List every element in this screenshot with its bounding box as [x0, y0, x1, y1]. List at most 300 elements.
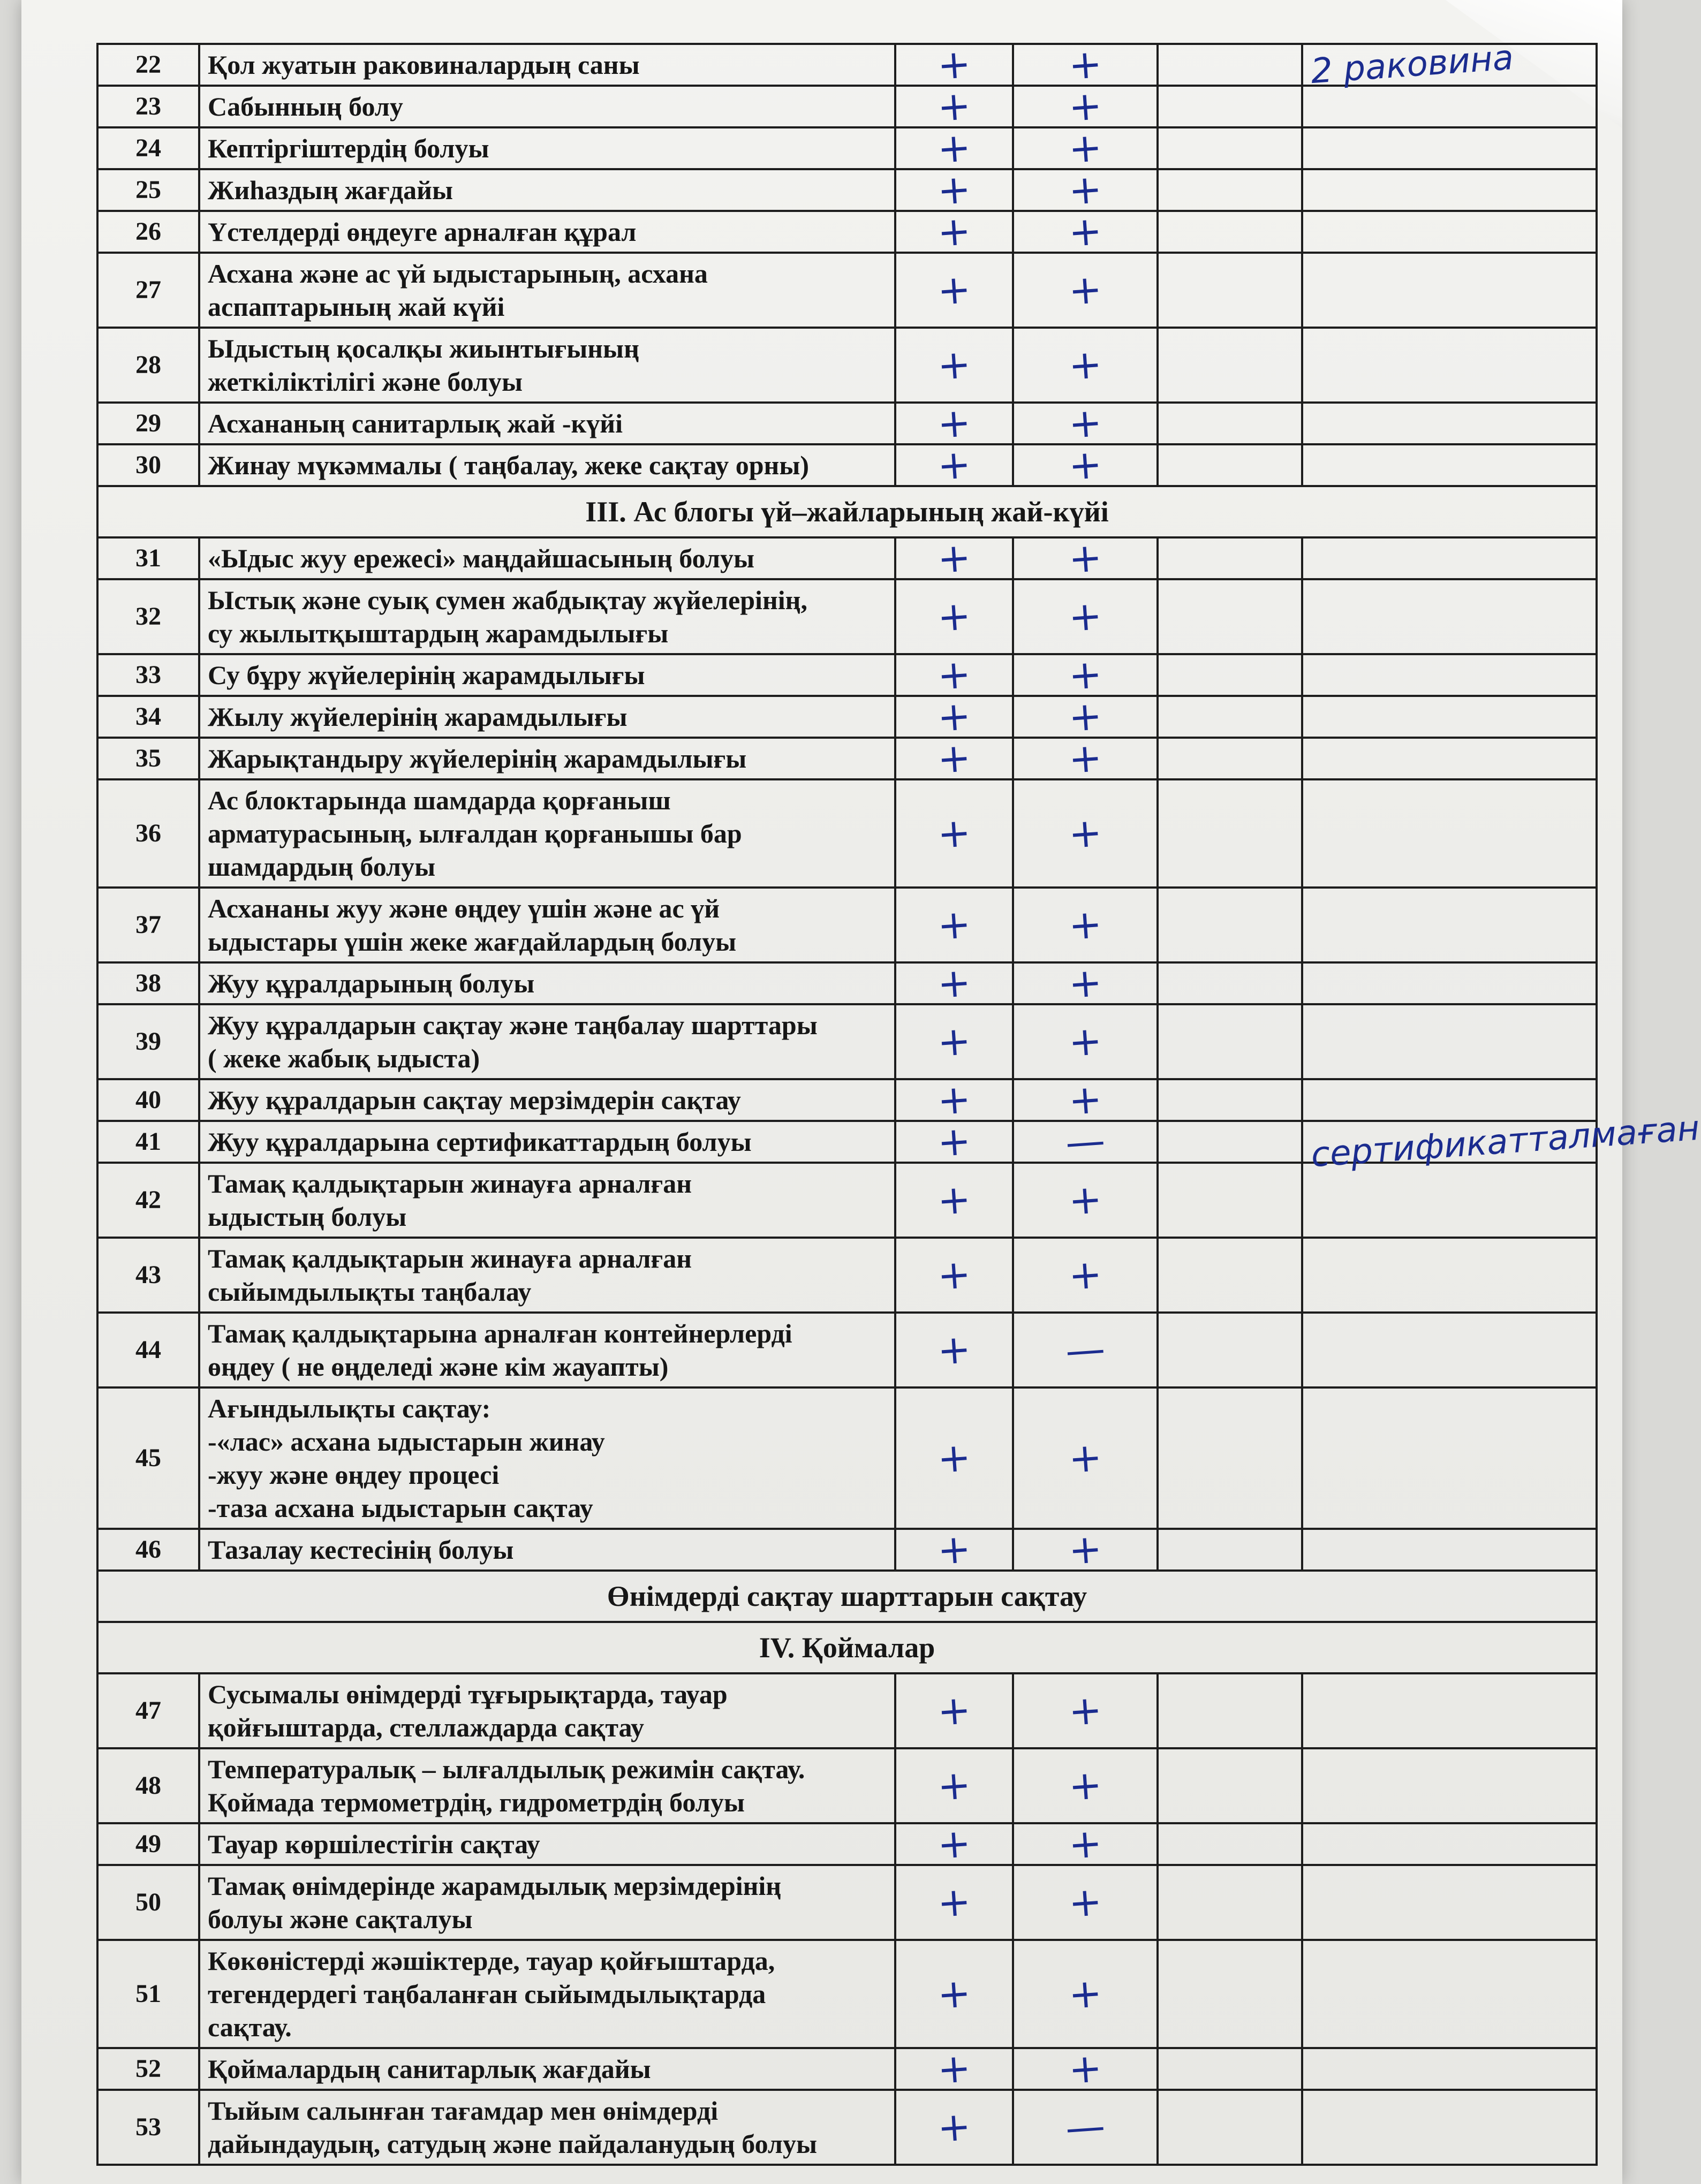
- table-row: [97, 962, 1597, 1004]
- row-number: 32: [97, 579, 199, 654]
- row-number: 30: [97, 444, 199, 486]
- mark-cell-2: [1013, 1673, 1158, 1748]
- handwritten-mark: +: [936, 2044, 972, 2094]
- handwritten-mark: —: [1064, 1325, 1107, 1375]
- handwritten-note: [1302, 696, 1597, 738]
- row-criterion: [199, 654, 895, 696]
- row-criterion: [199, 1004, 895, 1079]
- handwritten-mark: +: [1067, 900, 1103, 950]
- mark-cell-1: [895, 1819, 1013, 1869]
- mark-cell-2: [1013, 1525, 1158, 1574]
- criterion-line: ( жеке жабық ыдыста): [208, 1043, 480, 1073]
- table-row: [97, 169, 1597, 211]
- handwritten-mark: +: [1067, 82, 1103, 131]
- handwritten-mark: +: [1067, 734, 1103, 783]
- criterion-line: Асхана және ас үй ыдыстарының, асхана: [208, 259, 708, 289]
- handwritten-mark: +: [936, 1525, 972, 1574]
- mark-cell-2: [1013, 1387, 1158, 1529]
- row-number: 31: [97, 537, 199, 579]
- row-number: 43: [97, 1238, 199, 1313]
- criterion-line: Жарықтандыру жүйелерінің жарамдылығы: [208, 744, 747, 774]
- mark-cell-2: [1013, 82, 1158, 131]
- row-number: 23: [97, 86, 199, 127]
- rows-group-c: [97, 1673, 1597, 2165]
- row-number: 53: [97, 2090, 199, 2165]
- mark-cell-2: [1013, 1075, 1158, 1125]
- criterion-line: жеткіліктілігі және болуы: [208, 367, 523, 397]
- mark-cell-1: [895, 534, 1013, 583]
- handwritten-mark: +: [1067, 592, 1103, 641]
- handwritten-mark: +: [1067, 1686, 1103, 1735]
- criterion-line: Тазалау кестесінің болуы: [208, 1535, 514, 1565]
- handwritten-note: [1302, 738, 1597, 779]
- rows-group-b: [97, 534, 1701, 1574]
- handwritten-mark: +: [1067, 692, 1103, 741]
- empty-cell: [1158, 1865, 1302, 1940]
- row-number: 27: [97, 253, 199, 328]
- mark-cell-2: [1013, 253, 1158, 328]
- handwritten-mark: +: [936, 82, 972, 131]
- handwritten-mark: +: [1067, 1176, 1103, 1225]
- row-criterion: [199, 1673, 895, 1748]
- handwritten-mark: +: [1067, 534, 1103, 583]
- handwritten-mark: +: [1067, 40, 1103, 89]
- handwritten-mark: +: [1067, 207, 1103, 256]
- handwritten-mark: +: [1067, 399, 1103, 448]
- handwritten-mark: +: [1067, 124, 1103, 173]
- criterion-line: Үстелдерді өңдеуге арналған құрал: [208, 217, 637, 247]
- handwritten-mark: +: [936, 124, 972, 173]
- row-number: 25: [97, 169, 199, 211]
- empty-cell: [1158, 1748, 1302, 1823]
- section-row: [97, 486, 1597, 537]
- criterion-line: Ағындылықты сақтау:: [208, 1393, 491, 1423]
- handwritten-note: [1302, 1079, 1597, 1121]
- table-row: [97, 888, 1597, 962]
- mark-cell-2: [1013, 328, 1158, 403]
- empty-cell: [1158, 253, 1302, 328]
- criterion-line: шамдардың болуы: [208, 852, 436, 882]
- handwritten-note: [1302, 654, 1597, 696]
- table-row: [97, 2090, 1597, 2165]
- row-criterion: [199, 253, 895, 328]
- criterion-line: -таза асхана ыдыстарын сақтау: [208, 1493, 593, 1523]
- empty-cell: [1158, 1940, 1302, 2048]
- criterion-line: Ыстық және суық сумен жабдықтау жүйелерінің,: [208, 585, 807, 615]
- mark-cell-1: [895, 1748, 1013, 1823]
- criterion-line: Тамақ қалдықтарын жинауға арналған: [208, 1169, 692, 1199]
- row-criterion: [199, 1748, 895, 1823]
- row-criterion: [199, 1121, 895, 1163]
- criterion-line: сыйымдылықты таңбалау: [208, 1277, 532, 1307]
- row-criterion: [199, 962, 895, 1004]
- mark-cell-1: [895, 1387, 1013, 1529]
- criterion-line: сақтау.: [208, 2012, 292, 2042]
- checklist-table: [96, 37, 1701, 2166]
- criterion-line: «Ыдыс жуу ережесі» маңдайшасының болуы: [208, 543, 755, 573]
- table-row: [97, 1865, 1597, 1940]
- handwritten-mark: +: [936, 1325, 972, 1375]
- empty-cell: [1158, 328, 1302, 403]
- handwritten-mark: +: [936, 441, 972, 490]
- mark-cell-1: [895, 441, 1013, 490]
- row-criterion: [199, 444, 895, 486]
- criterion-line: су жылытқыштардың жарамдылығы: [208, 618, 669, 648]
- empty-cell: [1158, 1163, 1302, 1238]
- empty-cell: [1158, 1079, 1302, 1121]
- handwritten-mark: +: [936, 165, 972, 215]
- table-row: [97, 1823, 1597, 1865]
- handwritten-mark: +: [936, 692, 972, 741]
- handwritten-mark: +: [1067, 1017, 1103, 1066]
- handwritten-note: [1302, 328, 1597, 403]
- handwritten-note: [1302, 888, 1597, 962]
- empty-cell: [1158, 537, 1302, 579]
- handwritten-mark: +: [936, 534, 972, 583]
- handwritten-note: [1302, 2090, 1597, 2165]
- row-number: 37: [97, 888, 199, 962]
- mark-cell-1: [895, 1238, 1013, 1313]
- handwritten-mark: +: [1067, 1969, 1103, 2019]
- handwritten-mark: +: [1067, 1075, 1103, 1125]
- row-criterion: [199, 211, 895, 253]
- row-number: 33: [97, 654, 199, 696]
- criterion-line: тегендердегі таңбаланған сыйымдылықтарда: [208, 1979, 766, 2009]
- handwritten-mark: +: [936, 340, 972, 390]
- mark-cell-1: [895, 2044, 1013, 2094]
- empty-cell: [1158, 211, 1302, 253]
- row-number: 47: [97, 1673, 199, 1748]
- mark-cell-1: [895, 650, 1013, 700]
- table-row: [97, 1121, 1597, 1163]
- table-row: [97, 44, 1597, 86]
- section-4-heading: IV. Қоймалар: [97, 1622, 1597, 1673]
- mark-cell-1: [895, 82, 1013, 131]
- handwritten-mark: +: [936, 1434, 972, 1483]
- mark-cell-1: [895, 1117, 1013, 1166]
- handwritten-mark: +: [1067, 441, 1103, 490]
- empty-cell: [1158, 403, 1302, 444]
- table-row: [97, 1387, 1597, 1529]
- mark-cell-1: [895, 779, 1013, 888]
- row-criterion: [199, 1163, 895, 1238]
- handwritten-mark: +: [936, 1176, 972, 1225]
- table-row: [97, 654, 1597, 696]
- empty-cell: [1158, 696, 1302, 738]
- row-number: 38: [97, 962, 199, 1004]
- mark-cell-2: [1013, 1117, 1158, 1166]
- handwritten-note: [1302, 1865, 1597, 1940]
- empty-cell: [1158, 127, 1302, 169]
- rows-group-a: [97, 37, 1597, 490]
- handwritten-note: [1302, 1004, 1597, 1079]
- mark-cell-2: [1013, 40, 1158, 89]
- criterion-line: Жуу құралдарының болуы: [208, 968, 535, 998]
- criterion-line: Ас блоктарында шамдарда қорғаныш: [208, 785, 671, 815]
- handwritten-mark: +: [936, 1117, 972, 1166]
- row-number: 28: [97, 328, 199, 403]
- row-number: 46: [97, 1529, 199, 1571]
- criterion-line: ыдыстары үшін жеке жағдайлардың болуы: [208, 927, 737, 957]
- row-criterion: [199, 1238, 895, 1313]
- row-criterion: [199, 537, 895, 579]
- table-row: [97, 211, 1597, 253]
- row-number: 35: [97, 738, 199, 779]
- row-criterion: [199, 328, 895, 403]
- row-number: 34: [97, 696, 199, 738]
- mark-cell-1: [895, 579, 1013, 654]
- row-criterion: [199, 1865, 895, 1940]
- row-criterion: [199, 1313, 895, 1387]
- criterion-line: Ыдыстың қосалқы жиынтығының: [208, 333, 639, 363]
- section-storage-heading: Өнімдерді сақтау шарттарын сақтау: [97, 1571, 1597, 1622]
- mark-cell-1: [895, 888, 1013, 962]
- handwritten-mark: +: [936, 1250, 972, 1300]
- criterion-line: Жиһаздың жағдайы: [208, 175, 453, 205]
- handwritten-note: [1302, 1108, 1701, 1176]
- mark-cell-1: [895, 207, 1013, 256]
- row-criterion: [199, 1529, 895, 1571]
- empty-cell: [1158, 86, 1302, 127]
- mark-cell-1: [895, 165, 1013, 215]
- row-number: 52: [97, 2048, 199, 2090]
- criterion-line: қойғыштарда, стеллаждарда сақтау: [208, 1712, 644, 1742]
- handwritten-mark: +: [936, 1017, 972, 1066]
- handwritten-mark: +: [936, 734, 972, 783]
- criterion-line: дайындаудың, сатудың және пайдаланудың болуы: [208, 2129, 818, 2159]
- row-number: 36: [97, 779, 199, 888]
- handwritten-note: [1302, 444, 1597, 486]
- handwritten-note: [1302, 1940, 1597, 2048]
- row-number: 45: [97, 1387, 199, 1529]
- table-row: [97, 537, 1597, 579]
- paper-sheet: [21, 0, 1701, 2184]
- row-criterion: [199, 169, 895, 211]
- empty-cell: [1158, 962, 1302, 1004]
- handwritten-mark: +: [936, 959, 972, 1008]
- handwritten-mark: +: [1067, 1434, 1103, 1483]
- table-row: [97, 1529, 1597, 1571]
- handwritten-note: [1302, 37, 1597, 92]
- table-row: [97, 579, 1597, 654]
- table-row: [97, 127, 1597, 169]
- note-text: сертификатталмаған: [1310, 1108, 1701, 1176]
- mark-cell-2: [1013, 579, 1158, 654]
- handwritten-mark: +: [1067, 1525, 1103, 1574]
- criterion-line: Көкөністерді жәшіктерде, тауар қойғыштарда,: [208, 1946, 775, 1976]
- handwritten-mark: —: [1064, 2103, 1107, 2152]
- mark-cell-2: [1013, 1819, 1158, 1869]
- handwritten-mark: +: [936, 1969, 972, 2019]
- mark-cell-2: [1013, 2044, 1158, 2094]
- criterion-line: Жылу жүйелерінің жарамдылығы: [208, 702, 628, 732]
- row-number: 40: [97, 1079, 199, 1121]
- handwritten-note: [1302, 127, 1597, 169]
- empty-cell: [1158, 169, 1302, 211]
- section-3-heading: ІІІ. Ас блогы үй–жайларының жай-күйі: [97, 486, 1597, 537]
- criterion-line: -жуу және өңдеу процесі: [208, 1460, 500, 1490]
- mark-cell-2: [1013, 888, 1158, 962]
- mark-cell-2: [1013, 165, 1158, 215]
- table-row: [97, 1313, 1597, 1387]
- mark-cell-2: [1013, 1748, 1158, 1823]
- criterion-line: Тамақ қалдықтарын жинауға арналған: [208, 1243, 692, 1273]
- table-row: [97, 738, 1597, 779]
- row-criterion: [199, 127, 895, 169]
- handwritten-mark: +: [1067, 340, 1103, 390]
- empty-cell: [1158, 1238, 1302, 1313]
- empty-cell: [1158, 1387, 1302, 1529]
- handwritten-note: [1302, 537, 1597, 579]
- handwritten-note: [1302, 1529, 1597, 1571]
- handwritten-mark: +: [936, 207, 972, 256]
- mark-cell-2: [1013, 779, 1158, 888]
- criterion-line: Сусымалы өнімдерді тұғырықтарда, тауар: [208, 1679, 728, 1709]
- handwritten-note: [1302, 1673, 1597, 1748]
- criterion-line: Жинау мүкәммалы ( таңбалау, жеке сақтау орны): [208, 450, 810, 480]
- row-number: 24: [97, 127, 199, 169]
- mark-cell-2: [1013, 1163, 1158, 1238]
- row-criterion: [199, 1940, 895, 2048]
- empty-cell: [1158, 654, 1302, 696]
- mark-cell-1: [895, 692, 1013, 741]
- handwritten-mark: +: [936, 1075, 972, 1125]
- table-row: [97, 1004, 1597, 1079]
- table-row: [97, 1079, 1597, 1121]
- criterion-line: аспаптарының жай күйі: [208, 292, 505, 322]
- empty-cell: [1158, 2048, 1302, 2090]
- mark-cell-2: [1013, 441, 1158, 490]
- table-row: [97, 403, 1597, 444]
- empty-cell: [1158, 1823, 1302, 1865]
- empty-cell: [1158, 779, 1302, 888]
- mark-cell-1: [895, 124, 1013, 173]
- mark-cell-1: [895, 1940, 1013, 2048]
- row-criterion: [199, 44, 895, 86]
- criterion-line: болуы және сақталуы: [208, 1904, 473, 1934]
- handwritten-mark: +: [936, 592, 972, 641]
- handwritten-mark: +: [936, 809, 972, 858]
- checklist-sheet: [96, 37, 1701, 2166]
- handwritten-mark: +: [936, 266, 972, 315]
- table-row: [97, 1748, 1597, 1823]
- criterion-line: Қоймада термометрдің, гидрометрдің болуы: [208, 1787, 745, 1817]
- mark-cell-1: [895, 1004, 1013, 1079]
- empty-cell: [1158, 1121, 1302, 1163]
- handwritten-note: [1302, 579, 1597, 654]
- mark-cell-1: [895, 1525, 1013, 1574]
- handwritten-mark: +: [1067, 266, 1103, 315]
- handwritten-mark: +: [936, 1686, 972, 1735]
- row-number: 26: [97, 211, 199, 253]
- mark-cell-1: [895, 40, 1013, 89]
- handwritten-mark: +: [936, 399, 972, 448]
- handwritten-mark: +: [936, 1761, 972, 1810]
- row-number: 50: [97, 1865, 199, 1940]
- table-row: [97, 253, 1597, 328]
- row-number: 44: [97, 1313, 199, 1387]
- row-number: 51: [97, 1940, 199, 2048]
- handwritten-mark: +: [936, 40, 972, 89]
- empty-cell: [1158, 1673, 1302, 1748]
- handwritten-mark: +: [1067, 959, 1103, 1008]
- section-storage-group: [97, 1571, 1597, 1673]
- row-criterion: [199, 86, 895, 127]
- empty-cell: [1158, 44, 1302, 86]
- criterion-line: ыдыстың болуы: [208, 1202, 407, 1232]
- row-criterion: [199, 1823, 895, 1865]
- empty-cell: [1158, 1004, 1302, 1079]
- row-criterion: [199, 579, 895, 654]
- mark-cell-1: [895, 1163, 1013, 1238]
- mark-cell-1: [895, 1865, 1013, 1940]
- criterion-line: Тыйым салынған тағамдар мен өнімдерді: [208, 2096, 719, 2126]
- handwritten-mark: +: [1067, 809, 1103, 858]
- handwritten-mark: +: [1067, 2044, 1103, 2094]
- handwritten-note: [1302, 403, 1597, 444]
- row-number: 49: [97, 1823, 199, 1865]
- handwritten-note: [1302, 169, 1597, 211]
- mark-cell-2: [1013, 207, 1158, 256]
- handwritten-mark: —: [1064, 1117, 1107, 1166]
- handwritten-note: [1302, 779, 1597, 888]
- handwritten-note: [1302, 1163, 1597, 1238]
- mark-cell-2: [1013, 1313, 1158, 1387]
- handwritten-note: [1302, 1313, 1597, 1387]
- handwritten-note: [1302, 1238, 1597, 1313]
- handwritten-note: [1302, 1387, 1597, 1529]
- handwritten-note: [1302, 1748, 1597, 1823]
- handwritten-note: [1302, 962, 1597, 1004]
- empty-cell: [1158, 1313, 1302, 1387]
- row-criterion: [199, 1387, 895, 1529]
- criterion-line: Кептіргіштердің болуы: [208, 133, 489, 163]
- criterion-line: арматурасының, ылғалдан қорғанышы бар: [208, 818, 742, 848]
- section-row: [97, 1622, 1597, 1673]
- empty-cell: [1158, 2090, 1302, 2165]
- mark-cell-1: [895, 2090, 1013, 2165]
- row-criterion: [199, 2048, 895, 2090]
- criterion-line: Қол жуатын раковиналардың саны: [208, 50, 640, 80]
- criterion-line: -«лас» асхана ыдыстарын жинау: [208, 1427, 605, 1457]
- table-row: [97, 2048, 1597, 2090]
- handwritten-note: [1302, 253, 1597, 328]
- handwritten-mark: +: [1067, 650, 1103, 700]
- mark-cell-2: [1013, 1238, 1158, 1313]
- row-criterion: [199, 696, 895, 738]
- handwritten-mark: +: [1067, 1250, 1103, 1300]
- row-criterion: [199, 738, 895, 779]
- handwritten-note: [1302, 2048, 1597, 2090]
- empty-cell: [1158, 1529, 1302, 1571]
- mark-cell-2: [1013, 1004, 1158, 1079]
- row-number: 41: [97, 1121, 199, 1163]
- criterion-line: Сабынның болу: [208, 92, 403, 122]
- row-number: 22: [97, 44, 199, 86]
- criterion-line: Тамақ өнімдерінде жарамдылық мерзімдерінің: [208, 1871, 782, 1901]
- handwritten-mark: +: [1067, 165, 1103, 215]
- row-number: 42: [97, 1163, 199, 1238]
- handwritten-note: [1302, 86, 1597, 127]
- row-criterion: [199, 779, 895, 888]
- handwritten-mark: +: [936, 900, 972, 950]
- table-row: [97, 779, 1597, 888]
- table-row: [97, 86, 1597, 127]
- section-3-group: [97, 486, 1597, 537]
- mark-cell-2: [1013, 1865, 1158, 1940]
- handwritten-mark: +: [936, 2103, 972, 2152]
- note-text: 2 раковина: [1309, 37, 1515, 92]
